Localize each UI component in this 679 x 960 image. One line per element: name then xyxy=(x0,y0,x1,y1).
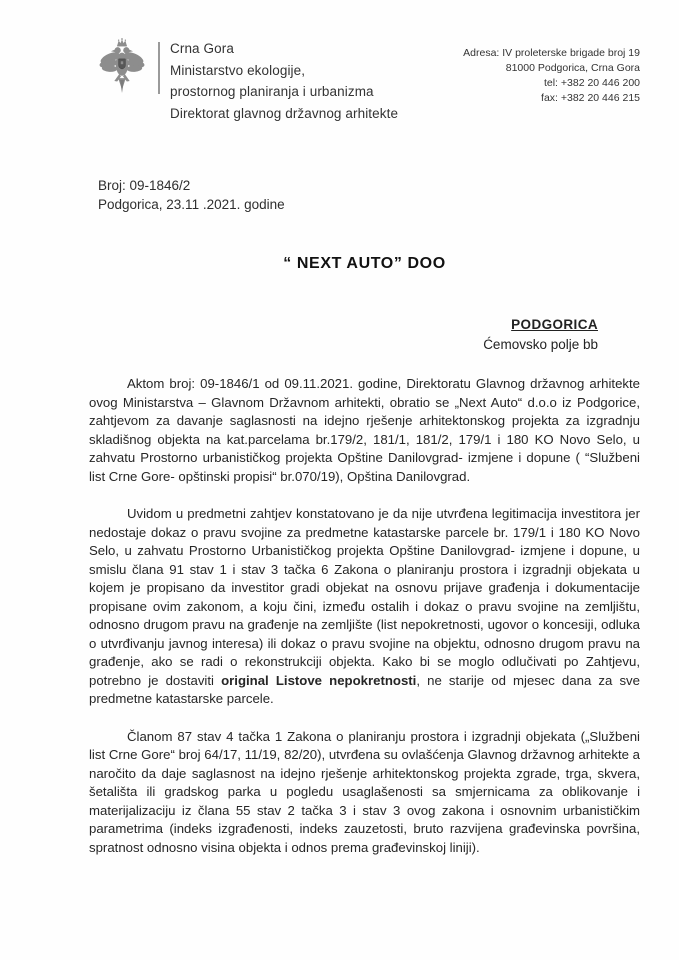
phone-line: tel: +382 20 446 200 xyxy=(543,77,640,89)
address-line: Adresa: IV proleterske brigade broj 19 xyxy=(463,47,640,59)
header-divider xyxy=(158,42,160,94)
letterhead xyxy=(98,36,398,124)
paragraph-3: Članom 87 stav 4 tačka 1 Zakona o planiranju prostora i izgradnji objekata („Službeni list Crne Gore“ broj 64/17, 11/19, 82/20), utvrđena su ovlašćenja Glavnog državnog arhitekte a naročito da daje saglasnost na idejno rješenje arhitektonskog projekta zgrade, trga, skvera, šetališta ili gradskog parka u pogledu usaglašenosti sa smjernicama za oblikovanje i materijalizaciju iz člana 55 stav 2 tačka 3 i stav 3 ovog zakona i osnovnim urbanističkim parametrima (indeks izgrađenosti, indeks zauzetosti, bruto razvijena građevinska površina, spratnost odnosno visina objekta i odnos prema građevinskoj liniji). xyxy=(89,728,640,855)
org-directorate: Direktorat glavnog državnog arhitekte xyxy=(170,105,399,121)
org-ministry-line1: Ministarstvo ekologije, xyxy=(170,62,306,78)
address-city-line: 81000 Podgorica, Crna Gora xyxy=(505,62,640,74)
recipient-block xyxy=(483,315,598,354)
fax-line: fax: +382 20 446 215 xyxy=(541,92,640,104)
reference-block xyxy=(98,176,285,214)
paragraph-2-text-end: , ne starije od mjesec dana za sve predmetne katastarske parcele. xyxy=(89,672,640,706)
reference-date: Podgorica, 23.11 .2021. godine xyxy=(98,197,285,212)
recipient-address: Ćemovsko polje bb xyxy=(483,336,598,352)
recipient-city: PODGORICA xyxy=(511,317,598,332)
montenegro-coat-of-arms-icon xyxy=(98,36,146,102)
reference-number: Broj: 09-1846/2 xyxy=(98,178,191,193)
letter-body xyxy=(89,375,640,857)
addressee-title: “ NEXT AUTO” DOO xyxy=(283,255,446,272)
paragraph-2-bold-phrase: original Listove nepokretnosti xyxy=(221,672,417,688)
paragraph-2-text-start: Uvidom u predmetni zahtjev konstatovano je da nije utvrđena legitimacija investitora jer nedostaje dokaz o pravu svojine za predmetne katastarske parcele br. 179/1 i 180 KO Novo Selo, u zahvatu Prostorno Urbanističkog projekta Opštine Danilovgrad- izmjene i dopune, u smislu člana 91 stav 1 i stav 3 tačka 6 Zakona o planiranju prostora i izgradnji objekata u kojem je propisano da investitor gradi objekat na osnovu prijave građenja i dokumentacije propisane ovim zakonom, a koju čini, između ostalih i dokaz o pravu svojine na zemljištu, odnosno drugom pravu na građenje na zemljište (list nepokretnosti, ugovor o koncesiji, odluka o utvrđivanju javnog interesa) ili dokaz o pravu svojine na objektu, odnosno drugom pravu na građenje, ako se radi o rekonstrukciji objekta. Kako bi se moglo odlučivati po Zahtjevu, potrebno je dostaviti xyxy=(89,506,640,688)
contact-address-block xyxy=(463,46,640,106)
paragraph-1: Aktom broj: 09-1846/1 od 09.11.2021. godine, Direktoratu Glavnog državnog arhitekte ovog Ministarstva – Glavnom Državnom arhitekti, obratio se „Next Auto“ d.o.o iz Podgorice, zahtjevom za davanje saglasnosti na idejno rješenje arhitektonskog projekta za izgradnju skladišnog objekta na kat.parcelama br.179/2, 181/1, 181/2, 179/1 i 180 KO Novo Selo, u zahvatu Prostorno urbanističkog projekta Opštine Danilovgrad- izmjene i dopune ( “Službeni list Crne Gore- opštinski propisi“ br.070/19), Opština Danilovgrad. xyxy=(89,376,640,484)
ministry-name-block xyxy=(170,36,398,124)
paragraph-2 xyxy=(89,505,640,709)
org-ministry-line2: prostornog planiranja i urbanizma xyxy=(170,84,374,99)
org-country: Crna Gora xyxy=(170,41,234,56)
